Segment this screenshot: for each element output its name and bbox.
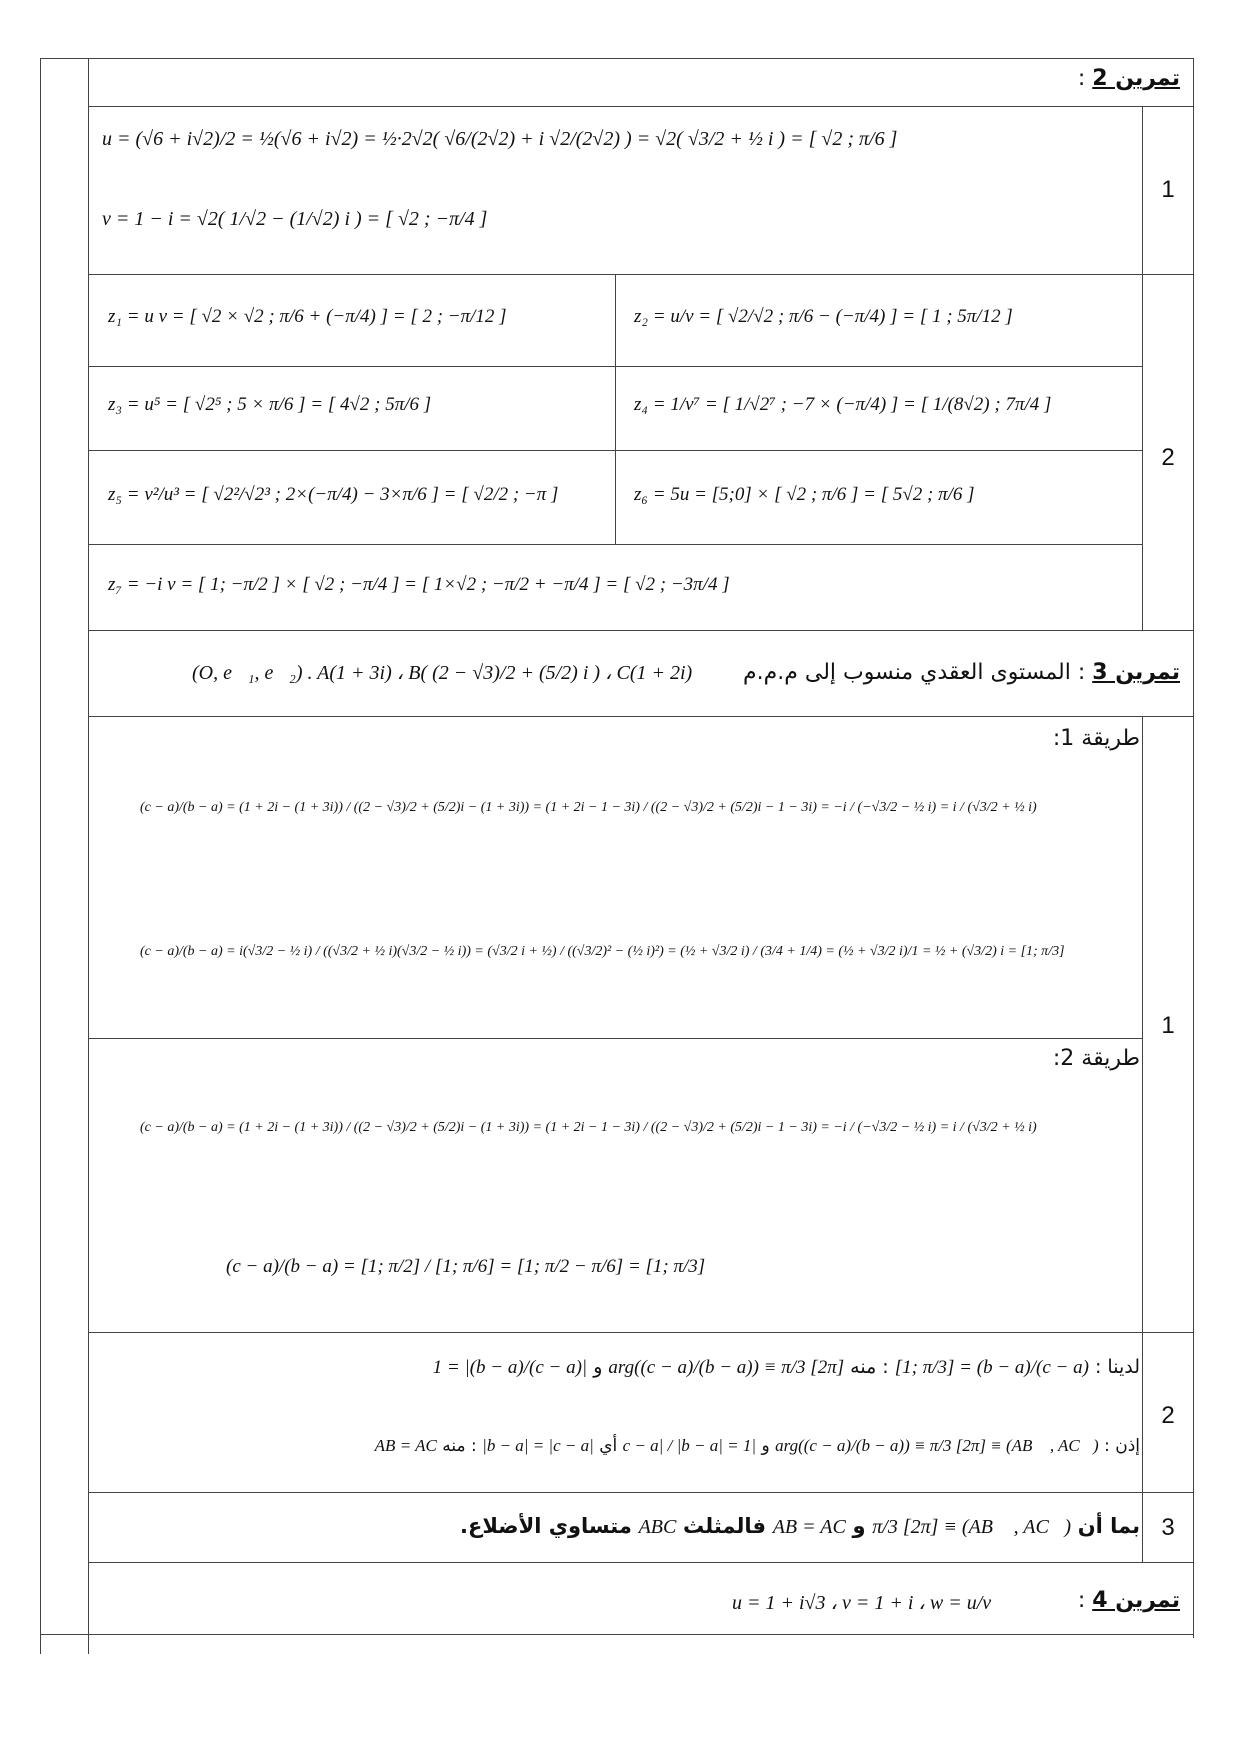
method1-label: طريقة 1: — [1052, 726, 1140, 751]
row-method1-bottom — [88, 1038, 1142, 1039]
ex3-q3-text-a: بما أن — [1077, 1514, 1140, 1538]
right-border — [1193, 58, 1194, 1638]
z4-formula: z₄ = 1/v⁷ = [ 1/√2⁷ ; −7 × (−π/4) ] = [ 1/(8√2) ; 7π/4 ] — [634, 394, 1052, 415]
ex3-q2-math2: (AB⃗ , AC⃗) ≡ arg((c − a)/(b − a)) ≡ π/3 [2π] — [775, 1436, 1099, 1455]
ex3-q2-math1: (c − a)/(b − a) = [1; π/3] — [894, 1357, 1089, 1378]
ex4-math: u = 1 + i√3 ، v = 1 + i ، w = u/v — [732, 1592, 992, 1614]
ex3-q2-math1b: arg((c − a)/(b − a)) ≡ π/3 [2π] — [608, 1357, 845, 1378]
method2-line2: (c − a)/(b − a) = [1; π/2] / [1; π/6] = [1; π/2 − π/6] = [1; π/3] — [226, 1256, 706, 1277]
ex2-mid-divider — [615, 274, 616, 544]
ex3-q3-math-c: ABC — [638, 1516, 677, 1538]
ex3-q1-number: 1 — [1161, 1012, 1175, 1039]
method1-line1: (c − a)/(b − a) = (1 + 2i − (1 + 3i)) / ((2 − √3)/2 + (5/2)i − (1 + 3i)) = (1 + 2i − 1 − 3i) / ((2 − √3)/2 + (5/2)i − 1 − 3i) = −i / (−√3/2 − ½ i) = i / (√3/2 + ½ i) — [140, 800, 1037, 815]
row-ex3-q2-bottom — [88, 1492, 1194, 1493]
ex3-q2-and1: و — [593, 1356, 603, 1378]
ex2-title: تمرين 2 — [1092, 66, 1180, 91]
z6-formula: z₆ = 5u = [5;0] × [ √2 ; π/6 ] = [ 5√2 ; π/6 ] — [634, 484, 975, 505]
ex2-q2-number: 2 — [1161, 444, 1175, 471]
row-ex3-title-bottom — [88, 716, 1194, 717]
row-ex2-bottom — [88, 630, 1194, 631]
row-z5-bottom — [88, 544, 1142, 545]
row-ex2-title-bottom — [88, 106, 1194, 107]
ex3-q2-and2: و — [761, 1436, 770, 1456]
ex3-statement-text: : المستوى العقدي منسوب إلى م.م.م — [743, 660, 1086, 685]
ex3-q3-and: و — [852, 1514, 866, 1538]
z7-formula: z₇ = −i v = [ 1; −π/2 ] × [ √2 ; −π/4 ] = [ 1×√2 ; −π/2 + −π/4 ] = [ √2 ; −3π/4 ] — [108, 574, 730, 595]
outer-left-border — [40, 58, 41, 1654]
z5-formula: z₅ = v²/u³ = [ √2²/√2³ ; 2×(−π/4) − 3×π/6 ] = [ √2/2 ; −π ] — [108, 484, 559, 505]
ex2-v-line: v = 1 − i = √2( 1/√2 − (1/√2) i ) = [ √2 ; −π/4 ] — [102, 208, 488, 230]
ex3-q2-math1c: |(c − a)/(b − a)| = 1 — [432, 1357, 588, 1378]
ex3-q2-minh2: : منه — [442, 1436, 477, 1456]
ex3-q3-math-b: AB = AC — [772, 1516, 846, 1538]
row-ex3-bottom — [88, 1562, 1194, 1563]
ex3-q2-mid1: : منه — [850, 1356, 889, 1378]
row-ex3-q1-bottom — [88, 1332, 1194, 1333]
ex3-q2-number: 2 — [1161, 1402, 1175, 1429]
margin-column-border — [88, 58, 89, 1654]
number-column-border-2 — [1142, 716, 1143, 1562]
method2-line1: (c − a)/(b − a) = (1 + 2i − (1 + 3i)) / ((2 − √3)/2 + (5/2)i − (1 + 3i)) = (1 + 2i − 1 − 3i) / ((2 − √3)/2 + (5/2)i − 1 − 3i) = −i / (−√3/2 − ½ i) = i / (√3/2 + ½ i) — [140, 1120, 1037, 1135]
method1-line2: (c − a)/(b − a) = i(√3/2 − ½ i) / ((√3/2 + ½ i)(√3/2 − ½ i)) = (√3/2 i + ½) / ((√3/2)² − (½ i)²) = (½ + √3/2 i) / (3/4 + 1/4) = (½ + √3/2 i)/1 = ½ + (√3/2) i = [1; π/3] — [140, 944, 1065, 959]
ex3-q3-text-b: فالمثلث — [683, 1514, 767, 1538]
top-border — [40, 58, 1194, 59]
ex3-statement-math: (O, e⃗₁, e⃗₂) . A(1 + 3i) ، B( (2 − √3)/2 + (5/2) i ) ، C(1 + 2i) — [192, 662, 693, 684]
ex3-title: تمرين 3 — [1092, 660, 1180, 685]
ex3-title-row — [743, 660, 1180, 685]
ex3-q3-line — [460, 1514, 1140, 1539]
ex3-q2-lead2: إذن : — [1104, 1436, 1140, 1456]
row-ex2-q1-bottom — [88, 274, 1194, 275]
ex3-q2-math2b: |c − a| / |b − a| = 1 — [622, 1436, 757, 1455]
ex3-q2-line1 — [433, 1356, 1140, 1379]
row-z1-bottom — [88, 366, 1142, 367]
ex3-q3-math-a: (AB⃗ , AC⃗) ≡ π/3 [2π] — [872, 1516, 1072, 1538]
ex3-q2-math2d: AB = AC — [374, 1436, 437, 1455]
ex2-colon: : — [1077, 66, 1086, 91]
ex4-colon: : — [1077, 1588, 1086, 1613]
z3-formula: z₃ = u⁵ = [ √2⁵ ; 5 × π/6 ] = [ 4√2 ; 5π/6 ] — [108, 394, 432, 415]
ex2-u-line: u = (√6 + i√2)/2 = ½(√6 + i√2) = ½·2√2( √6/(2√2) + i √2/(2√2) ) = √2( √3/2 + ½ i ) = [ √2 ; π/6 ] — [102, 128, 898, 150]
ex3-q3-number: 3 — [1161, 1514, 1175, 1541]
z2-formula: z₂ = u/v = [ √2/√2 ; π/6 − (−π/4) ] = [ 1 ; 5π/12 ] — [634, 306, 1013, 327]
ex3-q3-text-c: متساوي الأضلاع. — [460, 1514, 632, 1538]
ex3-q2-lead1: لدينا : — [1094, 1356, 1140, 1378]
row-z3-bottom — [88, 450, 1142, 451]
ex4-title-row — [1078, 1588, 1180, 1613]
ex3-q2-ay: أي — [599, 1436, 618, 1456]
ex2-title-row — [1078, 66, 1180, 91]
ex4-title: تمرين 4 — [1092, 1588, 1180, 1613]
ex3-q2-line2 — [375, 1436, 1140, 1456]
page-bottom-line — [40, 1634, 1194, 1635]
ex2-q1-number: 1 — [1161, 176, 1175, 203]
ex3-q2-math2c: |b − a| = |c − a| — [482, 1436, 594, 1455]
method2-label: طريقة 2: — [1052, 1046, 1140, 1071]
z1-formula: z₁ = u v = [ √2 × √2 ; π/6 + (−π/4) ] = [ 2 ; −π/12 ] — [108, 306, 507, 327]
